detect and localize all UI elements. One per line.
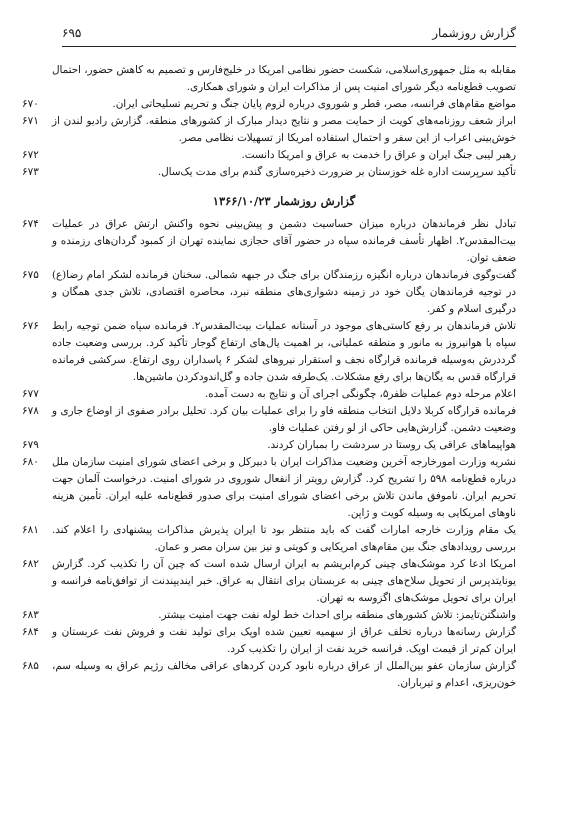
entry-text: یک مقام وزارت خارجه امارات گفت که باید منتظر بود تا ایران پذیرش مذاکرات پیشنهادی را اعلام کند. بررسی رویدادهای جنگ بین مقام‌های امریکایی و کویتی و نیز بین سران مصر و عمان. xyxy=(52,524,516,553)
entry-text: گزارش سازمان عفو بین‌الملل از عراق درباره نابود کردن کردهای عراقی مخالف رژیم عراق به وسیله سم، خون‌ریزی، اعدام و تیرباران. xyxy=(52,660,516,689)
numbered-entry xyxy=(22,113,516,147)
numbered-entry xyxy=(22,147,516,164)
numbered-entry xyxy=(22,607,516,624)
entry-text: نشریه وزارت امورخارجه آخرین وضعیت مذاکرات ایران با دبیرکل و برخی اعضای شورای امنیت سازمان ملل درباره قطع‌نامه ۵۹۸ را تشریح کرد. گزارش رویتر از انفعال شوروی در شورای امنیت. درخواست آلمان جهت تحریم ایران. ناموفق ماندن تلاش برخی اعضای شورای امنیت برای صدور قطع‌نامه علیه ایران. تأمین هزینه ناوهای امریکایی به وسیله کویت و ژاپن. xyxy=(52,456,516,519)
entry-number: ۶۷۷ xyxy=(22,388,39,400)
numbered-entry xyxy=(22,454,516,522)
entry-text: تلاش فرماندهان بر رفع کاستی‌های موجود در آستانه عملیات بیت‌المقدس۲. فرمانده سپاه ضمن توجیه رابط سپاه با هوانیروز به مانور و منطقه عملیاتی، بر اهمیت یال‌های ارتفاع گوجار تأکید کرد. بررسی وضعیت جاده گرددرش به‌وسیله فرمانده قرارگاه نجف و استقرار نیروهای لشکر ۶ پاسداران روی ارتفاع. سرکشی فرمانده قرارگاه قدس به یگان‌ها برای رفع مشکلات. یک‌طرفه شدن جاده و گل‌اندودکردن ماشین‌ها. xyxy=(52,320,517,383)
entry-text: ابراز شعف روزنامه‌های کویت از حمایت مصر و نتایج دیدار مبارک از کشورهای منطقه. گزارش رادیو لندن از خوش‌بینی اعراب از این سفر و احتمال استفاده امریکا از تسهیلات نظامی مصر. xyxy=(52,115,516,144)
entry-text: مواضع مقام‌های فرانسه، مصر، قطر و شوروی درباره لزوم پایان جنگ و تحریم تسلیحاتی ایران. xyxy=(112,98,516,110)
numbered-entry xyxy=(22,624,516,658)
entry-number: ۶۸۰ xyxy=(22,456,39,468)
entry-number: ۶۷۱ xyxy=(22,115,39,127)
entry-number: ۶۷۰ xyxy=(22,98,39,110)
entry-number: ۶۸۱ xyxy=(22,524,39,536)
entry-list-b xyxy=(22,216,517,692)
page-content xyxy=(22,62,517,692)
entry-number: ۶۷۹ xyxy=(22,439,39,451)
entry-number: ۶۸۴ xyxy=(22,626,39,638)
entry-number: ۶۷۶ xyxy=(22,320,39,332)
running-header xyxy=(62,24,516,47)
numbered-entry xyxy=(22,437,516,454)
numbered-entry xyxy=(22,658,516,692)
numbered-entry xyxy=(22,556,516,607)
entry-number: ۶۸۳ xyxy=(22,609,39,621)
entry-text: گزارش رسانه‌ها درباره تخلف عراق از سهمیه تعیین شده اوپک برای تولید نفت و فروش نفت عربستان و ایران کم‌تر از قیمت اوپک. فرانسه خرید نفت از ایران را تکذیب کرد. xyxy=(52,626,516,655)
header-title: گزارش روزشمار xyxy=(432,26,516,40)
numbered-entry xyxy=(22,522,516,556)
paragraph-text: مقابله به مثل جمهوری‌اسلامی، شکست حضور نظامی امریکا در خلیج‌فارس و تصمیم به کاهش حضور، احتمال تصویب قطع‌نامه دیگر شورای امنیت پس از مذاکرات ایران و شورای همکاری. xyxy=(52,64,516,93)
entry-number: ۶۷۳ xyxy=(22,166,39,178)
entry-text: گفت‌وگوی فرماندهان درباره انگیزه رزمندگان برای جنگ در جبهه شمالی. سخنان فرمانده لشکر امام رضا(ع) در توجیه فرماندهان یگان خود در زمینه دشواری‌های منطقه نبرد، محاصره اقتصادی، تلاش جدی همگان و درگیری اسلام و کفر. xyxy=(52,269,516,315)
numbered-entry xyxy=(22,386,516,403)
numbered-entry xyxy=(22,96,516,113)
entry-text: رهبر لیبی جنگ ایران و عراق را خدمت به عراق و امریکا دانست. xyxy=(241,149,516,161)
entry-text: هواپیماهای عراقی یک روستا در سردشت را بمباران کردند. xyxy=(267,439,516,451)
entry-text: تبادل نظر فرماندهان درباره میزان حساسیت دشمن و پیش‌بینی نحوه واکنش ارتش عراق در عملیات بیت‌المقدس۲. اظهار تأسف فرمانده سپاه در حضور آقای حجازی نماینده تهران از کمبود گردان‌های رزمنده و ضعف توان. xyxy=(52,218,516,264)
date-heading: گزارش روزشمار ۱۳۶۶/۱۰/۲۳ xyxy=(212,194,356,208)
entry-text: امریکا ادعا کرد موشک‌های چینی کرم‌ابریشم به ایران ارسال شده است که چین آن را تکذیب کرد. گزارش یونایتدپرس از تحویل سلاح‌های چینی به عربستان برای انتقال به عراق. خبر ایندیپندنت از توافق‌نامه فرانسه و ایران برای تحویل موشک‌های اگزوسه به تهران. xyxy=(52,558,516,604)
entry-text: فرمانده قرارگاه کربلا دلایل انتخاب منطقه فاو را برای عملیات بیان کرد. تحلیل برادر صفوی از اوضاع جاری و وضعیت دشمن. گزارش‌هایی حاکی از لو رفتن عملیات فاو. xyxy=(52,405,516,434)
entry-text: واشنگتن‌تایمز: تلاش کشورهای منطقه برای احداث خط لوله نفت جهت امنیت بیشتر. xyxy=(158,609,516,621)
numbered-entry xyxy=(22,403,516,437)
entry-number: ۶۷۵ xyxy=(22,269,39,281)
entry-number: ۶۸۲ xyxy=(22,558,39,570)
page-number: ۶۹۵ xyxy=(62,26,82,40)
continued-paragraph xyxy=(52,62,516,96)
numbered-entry xyxy=(22,318,517,386)
entry-number: ۶۷۴ xyxy=(22,218,39,230)
entry-text: اعلام مرحله دوم عملیات ظفر۵، چگونگی اجرای آن و نتایج به دست آمده. xyxy=(204,388,516,400)
entry-number: ۶۷۲ xyxy=(22,149,39,161)
numbered-entry xyxy=(22,164,516,181)
numbered-entry xyxy=(22,216,516,267)
entry-number: ۶۸۵ xyxy=(22,660,39,672)
entry-text: تأکید سرپرست اداره غله خوزستان بر ضرورت ذخیره‌سازی گندم برای مدت یک‌سال. xyxy=(157,166,516,178)
entry-number: ۶۷۸ xyxy=(22,405,39,417)
entry-list-a xyxy=(22,96,516,181)
numbered-entry xyxy=(22,267,516,318)
